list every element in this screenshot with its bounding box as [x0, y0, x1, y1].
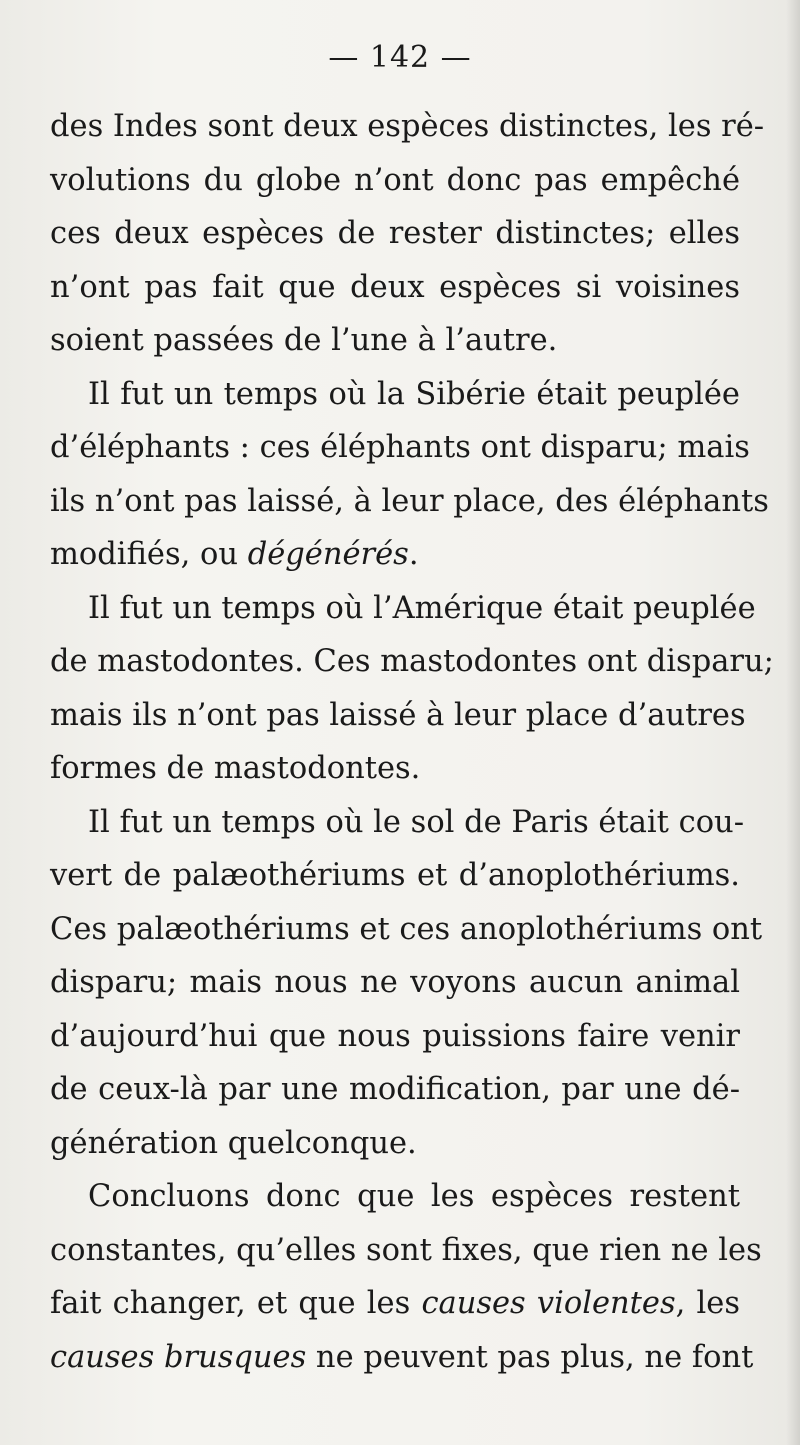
text-line: ils n’ont pas laissé, à leur place, des éléphants [50, 483, 769, 519]
text-line: soient passées de l’une à l’autre. [50, 323, 558, 358]
page-number: — 142 — [328, 40, 472, 75]
text-line: d’éléphants : ces éléphants ont disparu; mais [50, 430, 750, 465]
text-line: de ceux-là par une modification, par une dé- [50, 1072, 740, 1107]
paragraph [50, 582, 774, 796]
text-line: Il fut un temps où le sol de Paris était cou- [88, 804, 745, 840]
italic-term: dégénérés [247, 537, 409, 572]
text-segment: . [408, 537, 419, 572]
paragraph [50, 796, 763, 1171]
paragraph [50, 1170, 762, 1384]
text-line [50, 1331, 754, 1385]
text-line: disparu; mais nous ne voyons aucun animal [50, 965, 740, 1000]
text-segment: ne peuvent pas plus, ne font [306, 1339, 754, 1375]
italic-term: causes violentes [421, 1286, 676, 1321]
text-line: Ces palæothériums et ces anoplothériums ont [50, 911, 763, 947]
text-line: génération quelconque. [50, 1125, 417, 1161]
text-line [50, 1277, 740, 1331]
text-line: Concluons donc que les espèces restent [88, 1179, 740, 1214]
paragraph [50, 368, 769, 582]
text-line: n’ont pas fait que deux espèces si voisines [50, 269, 740, 305]
text-segment: fait changer, et que les [50, 1286, 422, 1321]
text-line: Il fut un temps où l’Amérique était peuplée [88, 590, 756, 626]
text-line: Il fut un temps où la Sibérie était peuplée [88, 376, 740, 412]
text-line: de mastodontes. Ces mastodontes ont disparu; [50, 644, 774, 679]
body-text [50, 100, 774, 1384]
text-line: ces deux espèces de rester distinctes; elles [50, 216, 740, 251]
text-line: mais ils n’ont pas laissé à leur place d’autres [50, 697, 746, 733]
italic-term: causes brusques [50, 1339, 307, 1375]
text-line: formes de mastodontes. [50, 751, 421, 786]
text-line [50, 528, 740, 582]
text-line: d’aujourd’hui que nous puissions faire venir [50, 1018, 740, 1054]
text-line: constantes, qu’elles sont fixes, que rien ne les [50, 1232, 762, 1268]
text-line: vert de palæothériums et d’anoplothériums. [50, 858, 740, 893]
text-line: des Indes sont deux espèces distinctes, les ré- [50, 109, 765, 144]
text-segment: , les [675, 1286, 740, 1321]
paragraph [50, 100, 765, 368]
text-line: volutions du globe n’ont donc pas empêché [50, 162, 740, 198]
text-segment: modifiés, ou [50, 537, 248, 572]
